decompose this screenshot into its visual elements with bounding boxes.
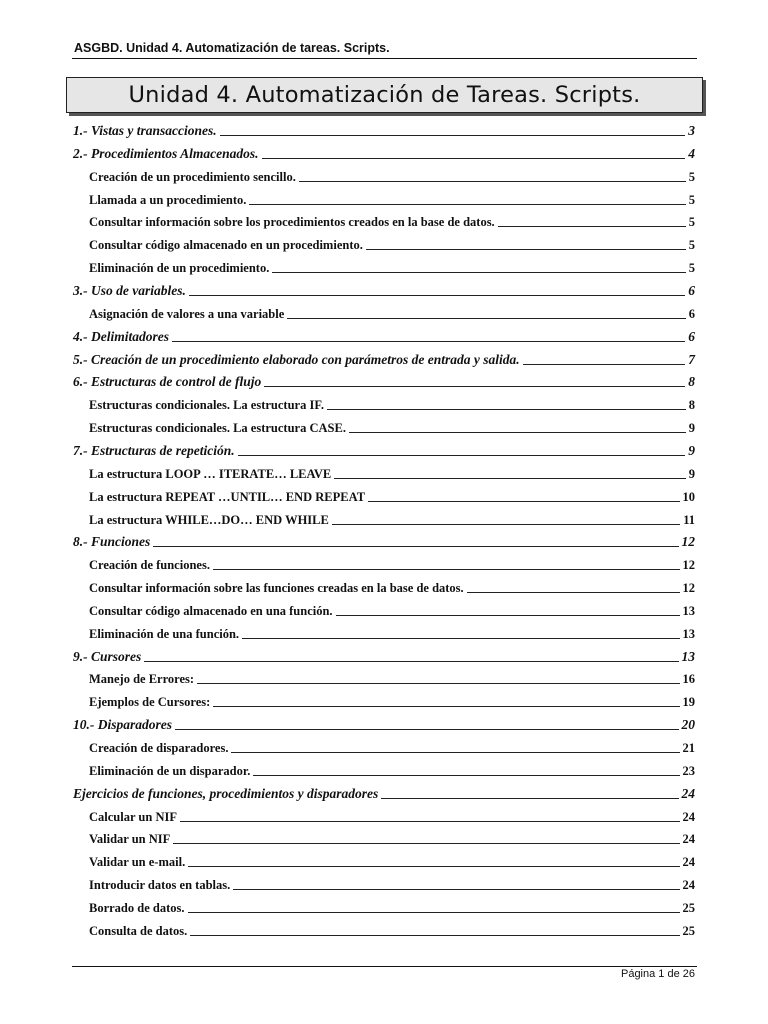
toc-entry-label: Estructuras condicionales. La estructura IF. <box>89 398 324 413</box>
toc-entry-label: 7.- Estructuras de repetición. <box>73 442 235 458</box>
toc-entry-label: Eliminación de una función. <box>89 626 240 641</box>
toc-section-entry[interactable] <box>0 327 695 345</box>
toc-section-entry[interactable] <box>0 281 695 299</box>
toc-entry-page: 8 <box>688 398 695 413</box>
document-title: Unidad 4. Automatización de Tareas. Scripts. <box>128 82 641 108</box>
toc-entry-label: Eliminación de un disparador. <box>89 763 251 778</box>
toc-entry-page: 5 <box>688 238 695 253</box>
toc-leader-line <box>190 935 679 936</box>
toc-leader-line <box>264 386 685 387</box>
toc-leader-line <box>213 706 679 707</box>
toc-entry-label: 9.- Cursores <box>73 648 142 664</box>
toc-leader-line <box>231 752 679 753</box>
toc-entry-page: 8 <box>688 374 695 390</box>
toc-entry-page: 23 <box>682 763 695 778</box>
toc-entry-label: Consultar código almacenado en una función. <box>89 603 333 618</box>
toc-entry-page: 9 <box>688 466 695 481</box>
toc-subsection-entry[interactable] <box>0 875 695 893</box>
toc-entry-label: La estructura REPEAT …UNTIL… END REPEAT <box>89 489 366 504</box>
toc-entry-label: 5.- Creación de un procedimiento elaborado con parámetros de entrada y salida. <box>73 351 520 367</box>
running-header: ASGBD. Unidad 4. Automatización de tareas. Scripts. <box>74 41 390 55</box>
toc-subsection-entry[interactable] <box>0 738 695 756</box>
toc-leader-line <box>188 866 679 867</box>
toc-entry-label: 3.- Uso de variables. <box>73 283 186 298</box>
toc-leader-line <box>253 775 679 776</box>
toc-subsection-entry[interactable] <box>0 258 695 276</box>
toc-section-entry[interactable] <box>0 532 695 550</box>
toc-entry-label: Creación de disparadores. <box>89 741 229 755</box>
toc-entry-page: 12 <box>681 534 695 550</box>
toc-subsection-entry[interactable] <box>0 852 695 870</box>
toc-subsection-entry[interactable] <box>0 235 695 253</box>
toc-subsection-entry[interactable] <box>0 395 695 413</box>
toc-leader-line <box>153 546 678 547</box>
toc-entry-page: 24 <box>682 878 695 893</box>
toc-leader-line <box>332 524 680 525</box>
toc-entry-label: Llamada a un procedimiento. <box>89 192 247 207</box>
footer-rule <box>72 966 697 967</box>
toc-subsection-entry[interactable] <box>0 212 695 230</box>
toc-entry-label: Validar un e-mail. <box>89 855 186 870</box>
toc-entry-label: Introducir datos en tablas. <box>89 878 231 893</box>
toc-leader-line <box>189 295 685 296</box>
toc-section-entry[interactable] <box>0 350 695 368</box>
toc-entry-page: 12 <box>682 581 695 595</box>
toc-subsection-entry[interactable] <box>0 418 695 436</box>
toc-entry-label: 6.- Estructuras de control de flujo <box>73 374 262 390</box>
toc-leader-line <box>498 226 686 227</box>
toc-leader-line <box>366 249 686 250</box>
toc-entry-label: Asignación de valores a una variable <box>89 306 285 321</box>
toc-leader-line <box>242 638 679 639</box>
toc-entry-page: 9 <box>688 421 695 436</box>
toc-subsection-entry[interactable] <box>0 304 695 322</box>
toc-entry-label: Validar un NIF <box>89 832 171 847</box>
toc-entry-label: La estructura LOOP … ITERATE… LEAVE <box>89 466 332 481</box>
toc-entry-page: 13 <box>682 626 695 641</box>
toc-leader-line <box>180 821 680 822</box>
toc-entry-label: Consulta de datos. <box>89 923 188 938</box>
toc-leader-line <box>381 798 678 799</box>
toc-subsection-entry[interactable] <box>0 555 695 573</box>
toc-leader-line <box>368 501 679 502</box>
toc-section-entry[interactable] <box>0 441 695 459</box>
toc-entry-page: 25 <box>682 923 695 938</box>
toc-section-entry[interactable] <box>0 647 695 665</box>
toc-entry-label: 10.- Disparadores <box>73 717 173 733</box>
toc-entry-label: Ejemplos de Cursores: <box>89 695 211 710</box>
toc-entry-page: 5 <box>688 169 695 184</box>
toc-leader-line <box>299 181 686 182</box>
toc-subsection-entry[interactable] <box>0 464 695 482</box>
toc-section-entry[interactable] <box>0 784 695 802</box>
toc-entry-page: 5 <box>688 192 695 207</box>
toc-entry-page: 11 <box>683 512 695 527</box>
toc-subsection-entry[interactable] <box>0 807 695 825</box>
toc-subsection-entry[interactable] <box>0 898 695 916</box>
toc-section-entry[interactable] <box>0 715 695 733</box>
title-box <box>66 77 703 113</box>
toc-entry-page: 25 <box>682 900 695 915</box>
toc-entry-label: Eliminación de un procedimiento. <box>89 261 270 276</box>
toc-entry-label: Consultar información sobre las funciones creadas en la base de datos. <box>89 581 464 595</box>
toc-subsection-entry[interactable] <box>0 190 695 208</box>
toc-section-entry[interactable] <box>0 121 695 139</box>
page-number: Página 1 de 26 <box>620 968 695 980</box>
toc-entry-page: 16 <box>682 672 695 687</box>
toc-subsection-entry[interactable] <box>0 692 695 710</box>
toc-leader-line <box>349 432 686 433</box>
toc-entry-page: 6 <box>688 328 695 344</box>
toc-leader-line <box>272 272 685 273</box>
toc-subsection-entry[interactable] <box>0 761 695 779</box>
toc-subsection-entry[interactable] <box>0 669 695 687</box>
toc-leader-line <box>336 615 680 616</box>
toc-entry-label: 1.- Vistas y transacciones. <box>73 123 217 138</box>
toc-leader-line <box>188 912 680 913</box>
toc-entry-page: 4 <box>688 145 695 161</box>
toc-entry-label: Creación de un procedimiento sencillo. <box>89 169 296 184</box>
toc-entry-page: 24 <box>682 832 695 847</box>
toc-entry-label: 2.- Procedimientos Almacenados. <box>73 145 259 161</box>
toc-subsection-entry[interactable] <box>0 578 695 596</box>
toc-entry-label: Creación de funciones. <box>89 558 210 573</box>
toc-leader-line <box>467 592 680 593</box>
toc-entry-page: 5 <box>688 215 695 230</box>
toc-entry-label: Estructuras condicionales. La estructura CASE. <box>89 421 346 436</box>
toc-entry-page: 5 <box>688 261 695 276</box>
toc-entry-page: 12 <box>682 558 695 573</box>
toc-leader-line <box>172 341 685 342</box>
toc-subsection-entry[interactable] <box>0 829 695 847</box>
toc-entry-page: 3 <box>688 123 695 138</box>
toc-leader-line <box>213 569 680 570</box>
toc-entry-label: Consultar información sobre los procedimientos creados en la base de datos. <box>89 215 495 230</box>
toc-entry-label: 8.- Funciones <box>73 534 151 550</box>
toc-leader-line <box>523 364 686 365</box>
toc-leader-line <box>334 478 685 479</box>
toc-subsection-entry[interactable] <box>0 624 695 642</box>
toc-subsection-entry[interactable] <box>0 601 695 619</box>
toc-entry-label: Borrado de datos. <box>89 900 185 915</box>
toc-entry-page: 9 <box>688 442 695 458</box>
toc-leader-line <box>327 409 686 410</box>
toc-subsection-entry[interactable] <box>0 167 695 185</box>
toc-entry-page: 10 <box>682 489 695 504</box>
toc-entry-page: 6 <box>688 283 695 298</box>
toc-entry-label: Calcular un NIF <box>89 809 177 824</box>
toc-leader-line <box>197 683 679 684</box>
toc-leader-line <box>238 455 686 456</box>
toc-entry-page: 24 <box>681 785 695 801</box>
toc-leader-line <box>220 135 686 136</box>
toc-leader-line <box>262 158 686 159</box>
toc-entry-page: 21 <box>682 741 695 755</box>
toc-entry-page: 6 <box>688 306 695 321</box>
toc-entry-label: Ejercicios de funciones, procedimientos y disparadores <box>73 785 379 801</box>
toc-entry-page: 13 <box>682 603 695 618</box>
header-rule <box>72 58 697 59</box>
toc-entry-label: La estructura WHILE…DO… END WHILE <box>89 512 329 527</box>
toc-entry-label: Consultar código almacenado en un procedimiento. <box>89 238 363 253</box>
toc-entry-label: 4.- Delimitadores <box>73 328 169 344</box>
toc-leader-line <box>175 729 678 730</box>
toc-entry-page: 7 <box>688 351 695 367</box>
toc-entry-page: 24 <box>682 855 695 870</box>
toc-subsection-entry[interactable] <box>0 487 695 505</box>
toc-leader-line <box>287 318 685 319</box>
toc-entry-page: 13 <box>681 648 695 664</box>
toc-entry-label: Manejo de Errores: <box>89 672 195 687</box>
toc-entry-page: 19 <box>682 695 695 710</box>
toc-entry-page: 20 <box>681 717 695 733</box>
toc-entry-page: 24 <box>682 809 695 824</box>
toc-leader-line <box>144 661 678 662</box>
toc-subsection-entry[interactable] <box>0 510 695 528</box>
toc-leader-line <box>249 204 685 205</box>
toc-leader-line <box>173 843 679 844</box>
toc-leader-line <box>233 889 679 890</box>
toc-section-entry[interactable] <box>0 372 695 390</box>
toc-subsection-entry[interactable] <box>0 921 695 939</box>
toc-section-entry[interactable] <box>0 144 695 162</box>
